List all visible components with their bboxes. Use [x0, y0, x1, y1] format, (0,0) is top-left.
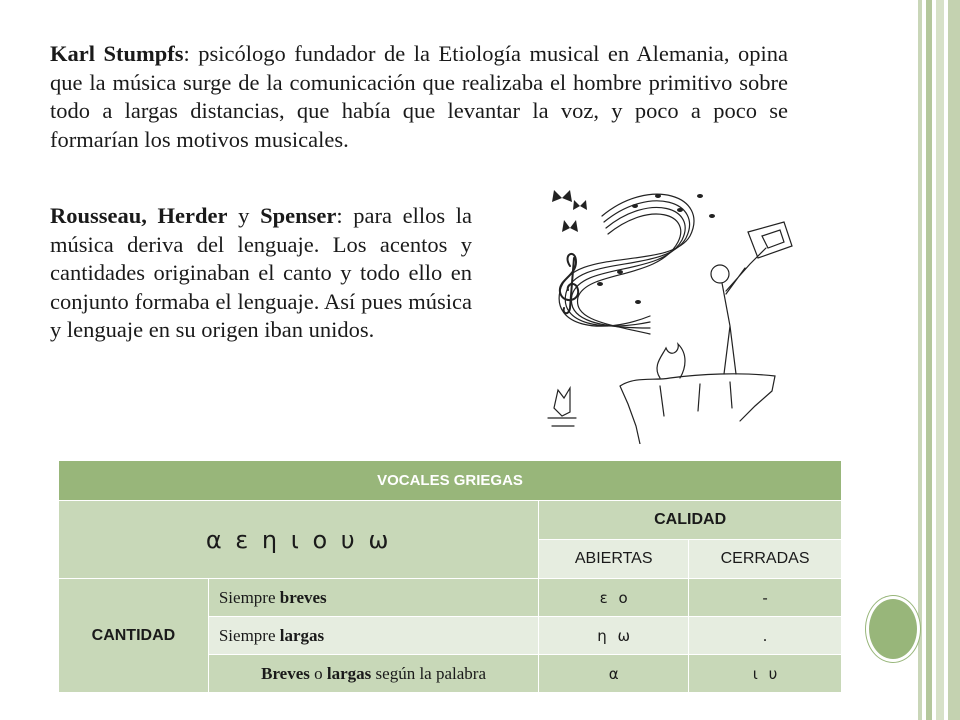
name-stumpfs: Karl Stumpfs [50, 41, 184, 66]
cerradas-header: CERRADAS [689, 540, 842, 579]
abiertas-value: α [539, 655, 689, 693]
paragraph-rousseau [50, 202, 472, 345]
decor-bar [926, 0, 932, 720]
cerradas-value: ι υ [689, 655, 842, 693]
label-bold: largas [279, 625, 325, 645]
abiertas-value: η ω [539, 617, 689, 655]
paragraph-text: : para ellos la música deriva del lenguaje. Los acentos y cantidades originaban el canto y todo ello en conjunto formaba el lenguaje. Así pues música y lenguaje en su origen iban unidos. [50, 203, 472, 342]
music-illustration [540, 176, 802, 444]
paragraph-text: : psicólogo fundador de la Etiología musical en Alemania, opina que la música surge de la comunicación que realizaba el hombre primitivo sobre todo a largas distancias, que había que levantar la voz, y poco a poco se formarían los motivos musicales. [50, 41, 788, 152]
table-row [59, 579, 842, 617]
name-rousseau-herder: Rousseau, Herder [50, 203, 228, 228]
decor-bar [948, 0, 960, 720]
table-title: VOCALES GRIEGAS [59, 461, 842, 501]
abiertas-value: ε ο [539, 579, 689, 617]
abiertas-header: ABIERTAS [539, 540, 689, 579]
label-bold: breves [279, 587, 327, 607]
decor-bar [918, 0, 922, 720]
greek-vowels: α ε η ι ο υ ω [59, 501, 539, 579]
paragraph-stumpfs [50, 40, 788, 154]
label-pre: Siempre [218, 625, 280, 645]
row-label [208, 655, 538, 693]
cerradas-value: . [689, 617, 842, 655]
label-bold: largas [326, 663, 372, 683]
row-label [208, 579, 538, 617]
label-bold: Breves [261, 663, 310, 683]
vocales-table [58, 460, 842, 693]
cerradas-value: - [689, 579, 842, 617]
calidad-header: CALIDAD [539, 501, 842, 540]
cantidad-header: CANTIDAD [59, 579, 209, 693]
label-mid: o [309, 663, 327, 683]
connector: y [227, 203, 261, 228]
row-label [208, 617, 538, 655]
decor-circle [866, 596, 920, 662]
name-spenser: Spenser [260, 203, 337, 228]
decor-bar [936, 0, 944, 720]
label-pre: Siempre [218, 587, 280, 607]
label-post: según la palabra [371, 663, 486, 683]
